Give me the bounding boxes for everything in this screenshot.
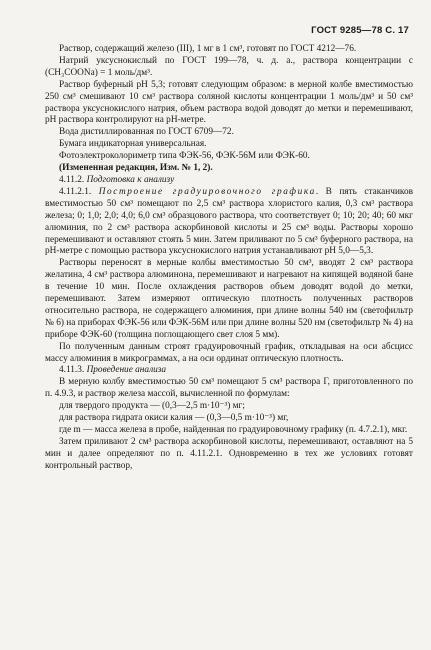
section-number: 4.11.2.1. [59,186,92,197]
section-title: Построение градуировочного графика [98,186,316,197]
paragraph-text: Раствор буферный pH 5,3; готовят следующим образом: в мерной колбе вместимостью 250 см³ смешивают 10 см³ раствора соляной кислоты концентрации 1 моль/дм³ и 50 см³ раствора уксуснокислого натрия, объем раствора водой доводят до метки и перемешивают, pH раствора контролируют на pH-метре. [45,79,413,126]
formula-solid-product [45,401,413,413]
paragraph-amended-edition [45,163,413,175]
document-body [45,44,413,473]
section-title: Проведение анализа [86,365,167,376]
formula-text: для твердого продукта — (0,3—2,5 m·10⁻³) мг; [59,401,245,412]
paragraph-text: Раствор, содержащий железо (III), 1 мг в 1 см³, готовят по ГОСТ 4212—76. [59,44,357,54]
paragraph-graph [45,342,413,366]
paragraph-text: Натрий уксуснокислый по ГОСТ 199—78, ч. д. а., раствора концентрации c (CH₃COONa) = 1 моль/дм³. [45,55,413,78]
paragraph-iron-solution [45,44,413,56]
section-number: 4.11.2. [59,174,85,185]
paragraph-water [45,127,413,139]
paragraph-text: Затем приливают 2 см³ раствора аскорбиновой кислоты, перемешивают, оставляют на 5 мин и далее определяют по п. 4.11.2.1. Одновременно в тех же условиях готовят контрольный раствор, [45,436,413,471]
paragraph-text: (Измененная редакция, Изм. № 1, 2). [59,163,213,174]
paragraph-buffer-solution [45,80,413,128]
paragraph-paper [45,139,413,151]
formula-hydroxide-solution [45,413,413,425]
formula-text: для раствора гидрата окиси калия — (0,3—0,5 m·10⁻³) мг, [59,413,289,424]
page-header: ГОСТ 9285—78 С. 17 [311,25,409,36]
paragraph-sodium-acetate [45,56,413,80]
paragraph-text: По полученным данным строят градуировочный график, откладывая на оси абсцисс массу алюминия в микрограммах, а на оси ординат оптическую плотность. [45,341,413,364]
paragraph-measurement [45,258,413,341]
paragraph-text: Бумага индикаторная универсальная. [59,139,207,150]
paragraph-analysis-intro [45,377,413,401]
paragraph-mass-definition [45,425,413,437]
paragraph-colorimeter [45,151,413,163]
paragraph-ascorbic-acid [45,437,413,473]
paragraph-calibration [45,187,413,258]
paragraph-text: где m — масса железа в пробе, найденная по градуировочному графику (п. 4.7.2.1), мкг. [59,425,408,435]
paragraph-text: В мерную колбу вместимостью 50 см³ помещают 5 см³ раствора Г, приготовленного по п. 4.9.3, и раствор железа массой, вычисленной по формулам: [45,377,413,400]
paragraph-text: Фотоэлектроколориметр типа ФЭК-56, ФЭК-56М или ФЭК-60. [59,151,310,162]
section-heading-analysis [45,365,413,377]
section-number: 4.11.3. [59,365,85,376]
paragraph-text: . В пять стаканчиков вместимостью 50 см³ помещают по 2,5 см³ раствора хлористого калия, 0,3 см³ раствора железа; 0; 1,0; 2,0; 4,0; 6,0 см³ образцового раствора, что соответствует 0; 10; 20; 40; 60 мкг алюминия, по 2 см³ раствора аскорбиновой кислоты и 25 см³ воды. Растворы хорошо перемешивают и оставляют стоять 5 мин. Затем приливают по 5 см³ буферного раствора, на pH-метре с помощью раствора уксуснокислого натрия устанавливают pH 5,0—5,3. [45,186,413,257]
paragraph-text: Вода дистиллированная по ГОСТ 6709—72. [59,127,234,138]
section-title: Подготовка к анализу [86,174,175,185]
paragraph-text: Растворы переносят в мерные колбы вместимостью 50 см³, вводят 2 см³ раствора желатина, 4 см³ раствора алюминона, перемешивают и нагревают на кипящей водяной бане в течение 10 мин. После охлаждения растворов объем доводят водой до метки, перемешивают. Затем измеряют оптическую плотность полученных растворов относительно раствора, не содержащего алюминия, при длине волны 540 нм (светофильтр № 6) на приборах ФЭК-56 или ФЭК-56М или при длине волны 520 нм (светофильтр № 4) на приборе ФЭК-60 (толщина поглощающего свет слоя 5 мм). [45,258,413,340]
section-heading-preparation [45,175,413,187]
